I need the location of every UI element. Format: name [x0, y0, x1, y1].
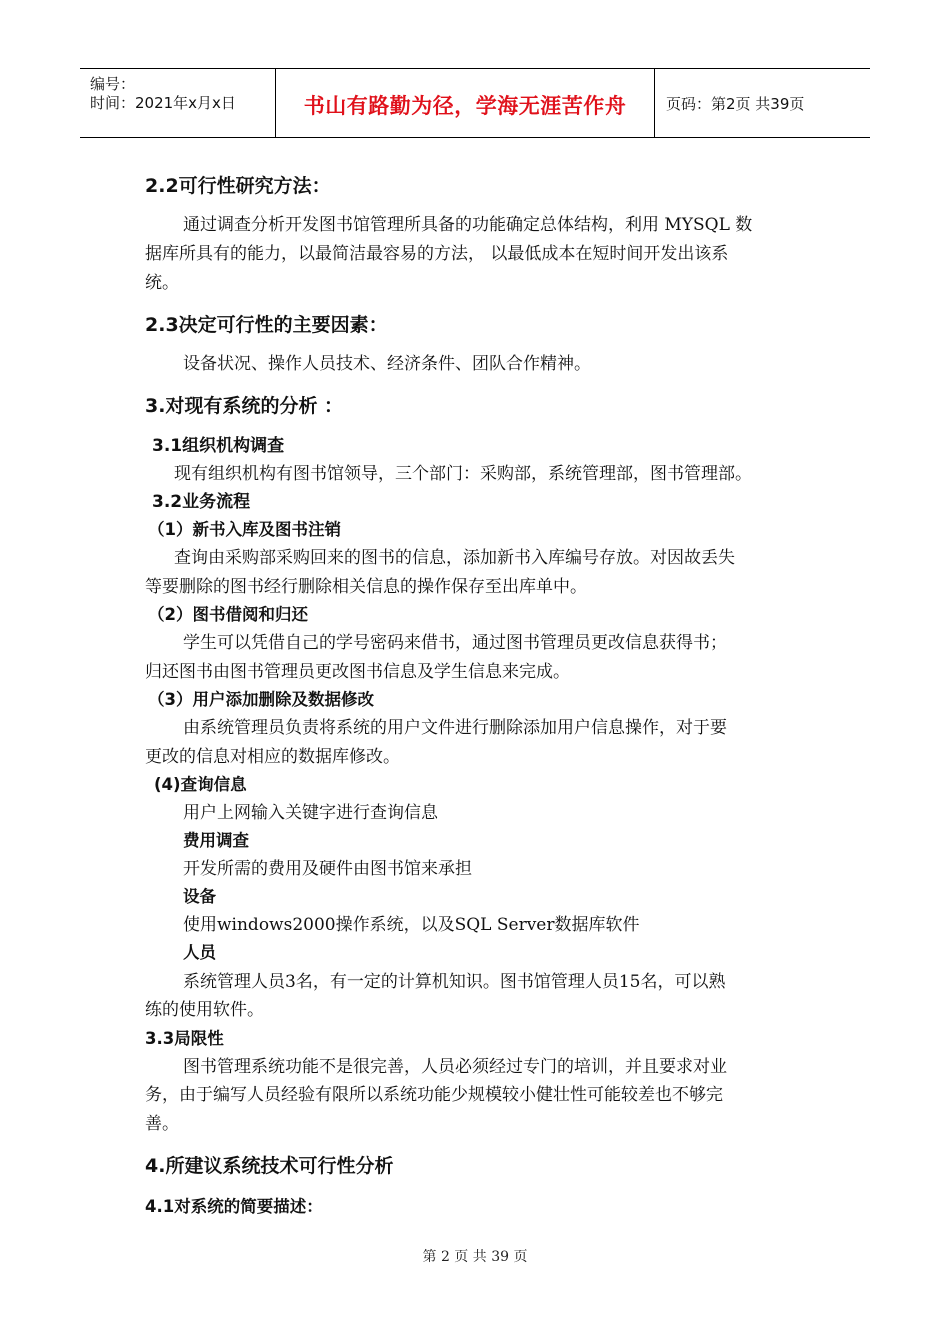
paragraph-line: 据库所具有的能力，以最简洁最容易的方法， 以最低成本在短时间开发出该系 — [145, 244, 729, 264]
paragraph-line: 现有组织机构有图书馆领导，三个部门：采购部，系统管理部，图书管理部。 — [174, 464, 752, 484]
paragraph-line: 由系统管理员负责将系统的用户文件进行删除添加用户信息操作，对于要 — [183, 718, 727, 738]
paragraph-line: 练的使用软件。 — [145, 1000, 264, 1020]
paragraph-line: 设备状况、操作人员技术、经济条件、团队合作精神。 — [183, 354, 591, 374]
paragraph-line: 通过调查分析开发图书馆管理所具备的功能确定总体结构，利用 MYSQL 数 — [183, 215, 753, 235]
header-page-cell — [654, 69, 870, 137]
section-3-title: 3.对现有系统的分析 ： — [145, 395, 344, 417]
section-4-title: 4.所建议系统技术可行性分析 — [145, 1155, 394, 1177]
header-number-label: 编号： — [90, 75, 136, 93]
subsection-title: （2）图书借阅和归还 — [148, 605, 308, 624]
paragraph-line: 开发所需的费用及硬件由图书馆来承担 — [183, 859, 472, 879]
paragraph-line: 等要删除的图书经行删除相关信息的操作保存至出库单中。 — [145, 577, 587, 597]
header-motto: 书山有路勤为径，学海无涯苦作舟 — [303, 94, 627, 118]
subsection-title: 人员 — [183, 943, 216, 962]
section-2-2-title: 2.2可行性研究方法： — [145, 175, 331, 197]
header-motto-cell — [275, 69, 655, 137]
paragraph-line: 善。 — [145, 1114, 179, 1134]
paragraph-line: 图书管理系统功能不是很完善，人员必须经过专门的培训，并且要求对业 — [183, 1057, 727, 1077]
paragraph-line: 学生可以凭借自己的学号密码来借书，通过图书管理员更改信息获得书； — [183, 633, 727, 653]
subsection-title: 设备 — [183, 887, 216, 906]
header-page-label: 页码：第2页 共39页 — [666, 95, 805, 113]
subsection-title: （1）新书入库及图书注销 — [148, 520, 341, 539]
header-date-label: 时间：2021年x月x日 — [90, 94, 236, 112]
subsection-title: 费用调查 — [183, 831, 249, 850]
paragraph-line: 查询由采购部采购回来的图书的信息，添加新书入库编号存放。对因故丢失 — [174, 548, 735, 568]
subsection-title: （3）用户添加删除及数据修改 — [148, 690, 374, 709]
section-4-1-title: 4.1对系统的简要描述： — [145, 1197, 323, 1216]
header-meta-cell — [80, 69, 275, 137]
section-3-3-title: 3.3局限性 — [145, 1029, 224, 1048]
page-footer: 第 2 页 共 39 页 — [422, 1249, 528, 1265]
paragraph-line: 务，由于编写人员经验有限所以系统功能少规模较小健壮性可能较差也不够完 — [145, 1085, 723, 1105]
paragraph-line: 使用windows2000操作系统，以及SQL Server数据库软件 — [183, 915, 640, 935]
paragraph-line: 用户上网输入关键字进行查询信息 — [183, 803, 438, 823]
paragraph-line: 统。 — [145, 273, 179, 293]
paragraph-line: 更改的信息对相应的数据库修改。 — [145, 747, 400, 767]
section-3-2-title: 3.2业务流程 — [152, 492, 251, 512]
section-3-1-title: 3.1组织机构调查 — [152, 436, 285, 456]
section-2-3-title: 2.3决定可行性的主要因素： — [145, 314, 388, 336]
page-header-table — [80, 68, 870, 138]
paragraph-line: 系统管理人员3名，有一定的计算机知识。图书馆管理人员15名，可以熟 — [183, 972, 726, 992]
paragraph-line: 归还图书由图书管理员更改图书信息及学生信息来完成。 — [145, 662, 570, 682]
subsection-title: (4)查询信息 — [154, 775, 247, 794]
